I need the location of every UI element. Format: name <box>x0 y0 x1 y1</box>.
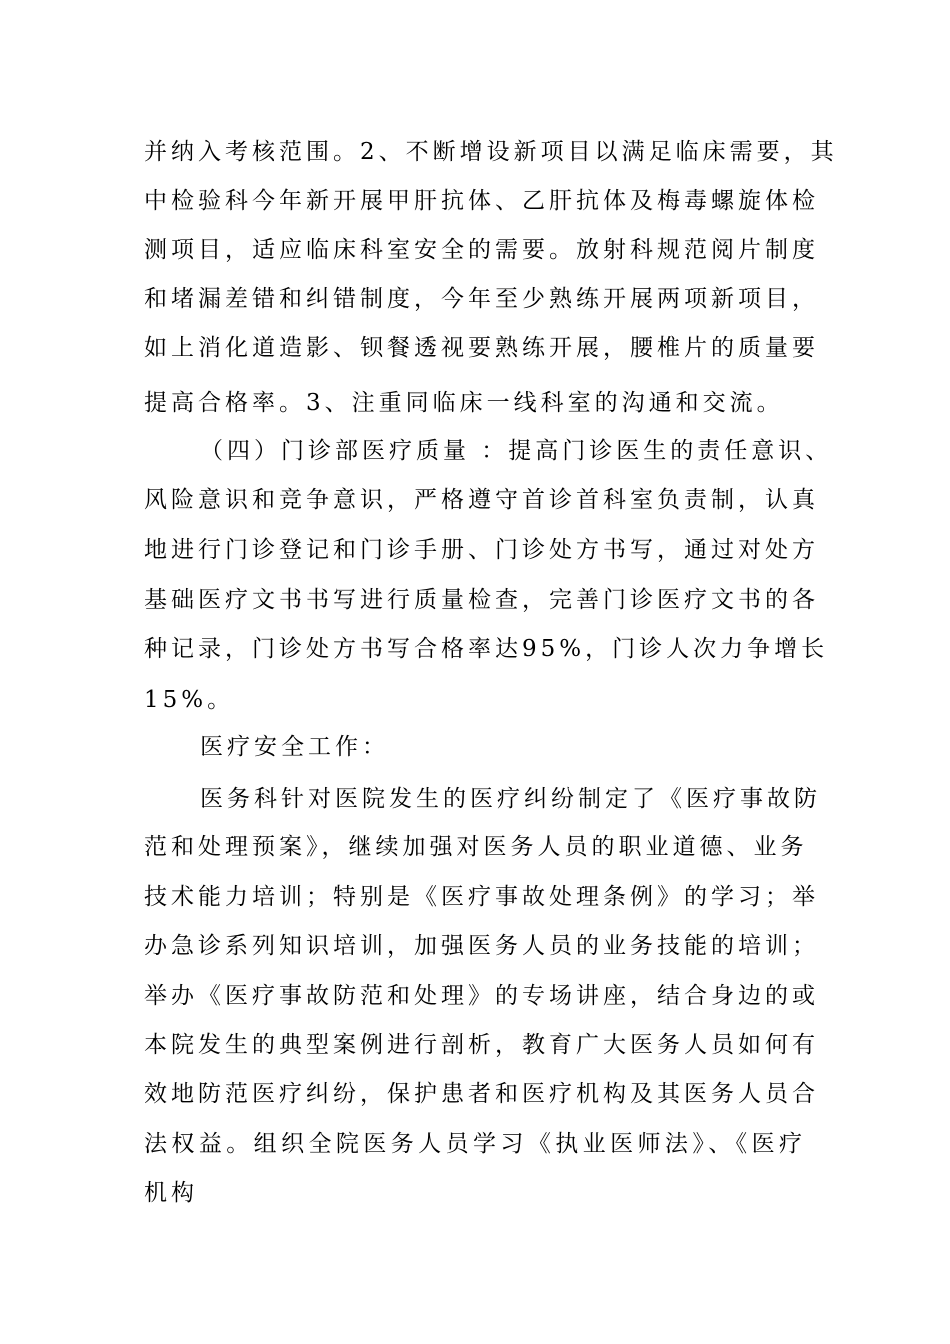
text-line: 并纳入考核范围。2、不断增设新项目以满足临床需要，其 <box>144 139 838 165</box>
text-line: 本院发生的典型案例进行剖析，教育广大医务人员如何有 <box>144 1032 819 1058</box>
text-line: 风险意识和竞争意识，严格遵守首诊首科室负责制，认真 <box>144 487 819 513</box>
text-line: 15%。 <box>144 687 235 713</box>
text-line: 和堵漏差错和纠错制度，今年至少熟练开展两项新项目， <box>144 286 819 312</box>
text-line: 种记录，门诊处方书写合格率达95%，门诊人次力争增长 <box>144 636 829 662</box>
text-line: 技术能力培训；特别是《医疗事故处理条例》的学习；举 <box>144 884 819 910</box>
text-line: 中检验科今年新开展甲肝抗体、乙肝抗体及梅毒螺旋体检 <box>144 188 819 214</box>
text-line: 效地防范医疗纠纷，保护患者和医疗机构及其医务人员合 <box>144 1081 819 1107</box>
text-line: 如上消化道造影、钡餐透视要熟练开展，腰椎片的质量要 <box>144 335 819 361</box>
text-line: 办急诊系列知识培训，加强医务人员的业务技能的培训； <box>144 933 819 959</box>
text-line: 范和处理预案》，继续加强对医务人员的职业道德、业务 <box>144 834 808 860</box>
text-line: 基础医疗文书书写进行质量检查，完善门诊医疗文书的各 <box>144 587 819 613</box>
section-heading-line: （四）门诊部医疗质量 ：提高门诊医生的责任意识、 <box>200 438 833 464</box>
text-line: 举办《医疗事故防范和处理》的专场讲座，结合身边的或 <box>144 983 819 1009</box>
text-line: 测项目，适应临床科室安全的需要。放射科规范阅片制度 <box>144 237 819 263</box>
text-line: 法权益。组织全院医务人员学习《执业医师法》、《医疗 <box>144 1131 806 1157</box>
text-line: 机构 <box>144 1180 198 1206</box>
paragraph-first-line: 医务科针对医院发生的医疗纠纷制定了《医疗事故防 <box>200 786 821 812</box>
text-line: 提高合格率。3、注重同临床一线科室的沟通和交流。 <box>144 390 784 416</box>
text-line: 地进行门诊登记和门诊手册、门诊处方书写，通过对处方 <box>144 537 819 563</box>
section-heading: 医疗安全工作： <box>200 734 389 760</box>
